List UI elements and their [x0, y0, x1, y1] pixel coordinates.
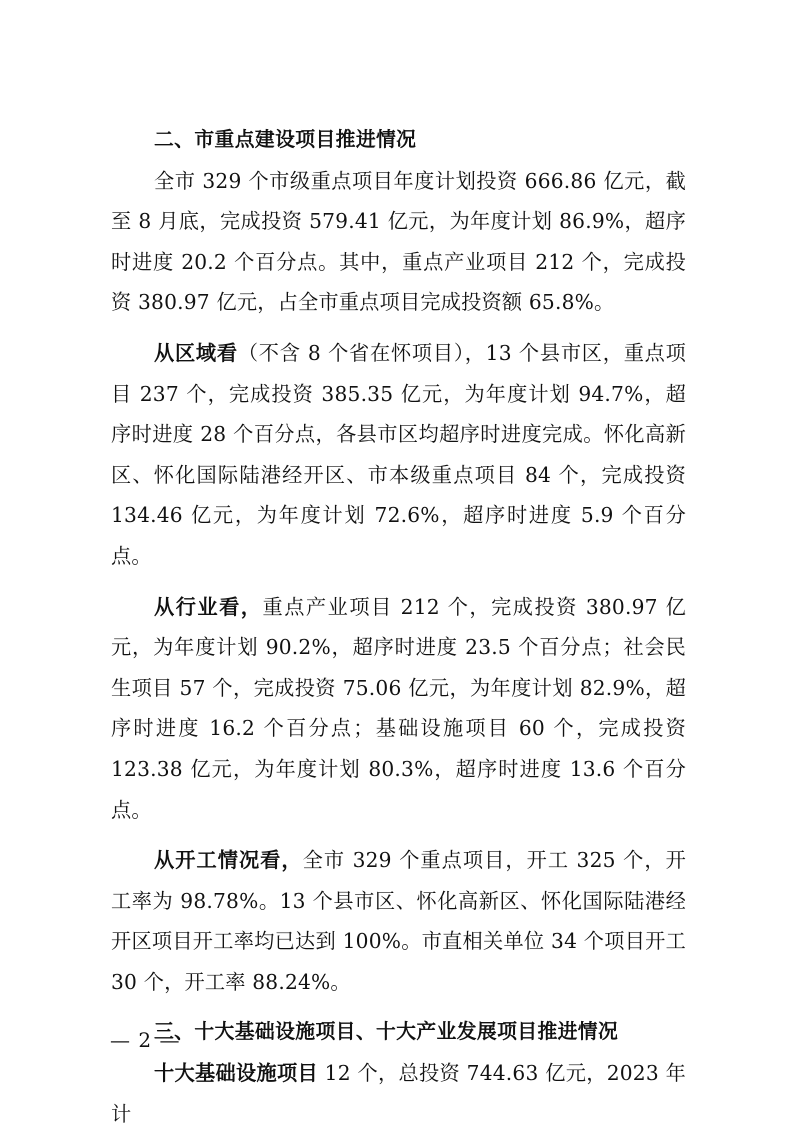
paragraph-overview — [111, 161, 686, 323]
paragraph-by-region — [111, 333, 686, 577]
paragraph-by-region-text: （不含 8 个省在怀项目），13 个县市区，重点项目 237 个，完成投资 385.35 亿元，为年度计划 94.7%，超序时进度 28 个百分点，各县市区均超序时进度完成。怀化高新区、怀化国际陆港经开区、市本级重点项目 84 个，完成投资 134.46 亿元，为年度计划 72.6%，超序时进度 5.9 个百分点。 — [111, 340, 686, 568]
paragraph-by-industry-lead: 从行业看， — [154, 594, 263, 619]
paragraph-gap — [111, 323, 686, 333]
paragraph-gap — [111, 1002, 686, 1012]
paragraph-gap — [111, 830, 686, 840]
section-heading-3: 三、十大基础设施项目、十大产业发展项目推进情况 — [154, 1020, 619, 1044]
paragraph-infrastructure-lead: 十大基础设施项目 — [154, 1061, 318, 1086]
section-heading-2: 二、市重点建设项目推进情况 — [154, 128, 417, 151]
paragraph-gap — [111, 577, 686, 587]
paragraph-by-industry-text: 重点产业项目 212 个，完成投资 380.97 亿元，为年度计划 90.2%，超序时进度 23.5 个百分点；社会民生项目 57 个，完成投资 75.06 亿元，为年度计划 82.9%，超序时进度 16.2 个百分点；基础设施项目 60 个，完成投资 123.38 亿元，为年度计划 80.3%，超序时进度 13.6 个百分点。 — [111, 594, 686, 822]
paragraph-by-start-text: 全市 329 个重点项目，开工 325 个，开工率为 98.78%。13 个县市区、怀化高新区、怀化国际陆港经开区项目开工率均已达到 100%。市直相关单位 34 个项目开工 30 个，开工率 88.24%。 — [111, 848, 686, 994]
paragraph-by-region-lead: 从区域看 — [154, 340, 238, 365]
paragraph-by-start-lead: 从开工情况看， — [154, 848, 303, 873]
document-body — [111, 120, 686, 1134]
paragraph-by-start — [111, 840, 686, 1002]
paragraph-by-industry — [111, 587, 686, 831]
paragraph-overview-text: 全市 329 个市级重点项目年度计划投资 666.86 亿元，截至 8 月底，完成投资 579.41 亿元，为年度计划 86.9%，超序时进度 20.2 个百分点。其中，重点产业项目 212 个，完成投资 380.97 亿元，占全市重点项目完成投资额 65.8%。 — [111, 168, 686, 315]
page-number: — 2 — — [110, 1028, 181, 1052]
paragraph-infrastructure-text: 12 个，总投资 744.63 亿元，2023 年计 — [111, 1061, 686, 1126]
